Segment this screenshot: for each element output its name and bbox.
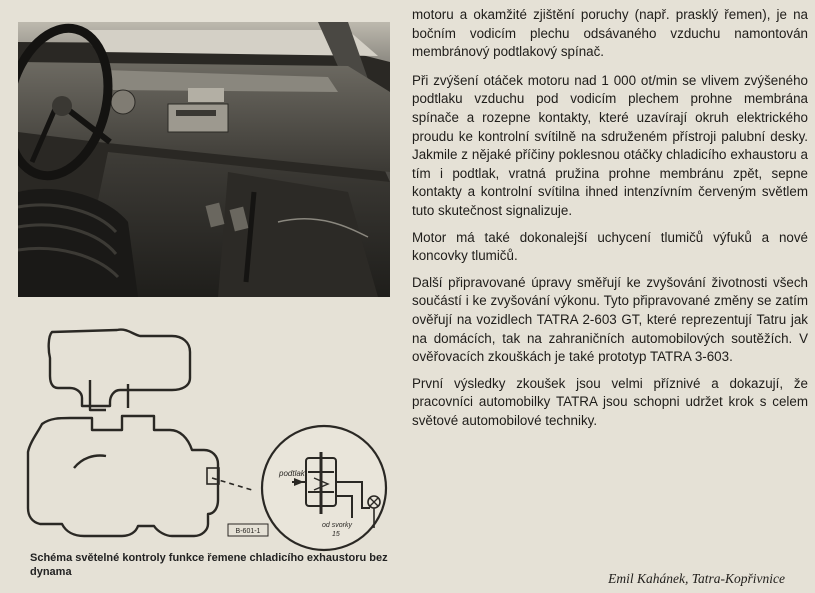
label-od-svorky: od svorky	[322, 522, 352, 529]
article-paragraph: motoru a okamžité zjištění poruchy (např. prasklý řemen), je na bočním vodicím plechu odsávaného vzduchu namontován membránový podtlakový spínač.	[412, 7, 808, 60]
dashboard-photo-art	[18, 22, 390, 297]
figure-caption: Schéma světelné kontroly funkce řemene chladicího exhaustoru bez dynama	[30, 552, 388, 578]
article-text	[412, 6, 808, 438]
vacuum-switch-schematic	[22, 318, 400, 554]
author-signature: Emil Kahánek, Tatra-Kopřivnice	[608, 571, 785, 586]
article-paragraph: První výsledky zkoušek jsou velmi příznivé a dokazují, že pracovníci automobilky TATRA jsou schopni udržet krok s celem světové automobilové techniky.	[412, 375, 808, 428]
article-paragraph: Další připravované úpravy směřují ke zvyšování životnosti všech součástí i ke zvyšování výkonu. Tyto připravované změny se zatím ověřují na vozidlech TATRA 2-603 GT, které reprezentují Tatru jak na domácích, tak na zahraničních automobilových soutěžích. V ověřovacích zkouškách je také prototyp TATRA 3-603.	[412, 274, 808, 365]
magnified-switch-circle	[262, 426, 386, 550]
label-terminal: 15	[332, 531, 340, 538]
article-paragraph: Při zvýšení otáček motoru nad 1 000 ot/min se vlivem zvýšeného podtlaku vzduchu pod vodicím plechem prohne membrána spínače a rozepne kontakty, které uzavírají okruh elektrického proudu ke kontrolní svítilně na sdruženém přístroji palubní desky. Jakmile z nějaké příčiny poklesnou otáčky chladicího exhaustoru a tím i podtlak, vratná pružina prohne membránu zpět, sepne kontakty a kontrolní svítilna ihned intenzívním červeným světlem tuto skutečnost signalizuje.	[412, 72, 808, 218]
dashboard-photo	[18, 22, 390, 297]
article-paragraph: Motor má také dokonalejší uchycení tlumičů výfuků a nové koncovky tlumičů.	[412, 229, 808, 264]
engine-outline	[28, 330, 218, 536]
label-podtlak: podtlak	[279, 469, 305, 478]
figure-code: B-601-1	[235, 528, 261, 535]
